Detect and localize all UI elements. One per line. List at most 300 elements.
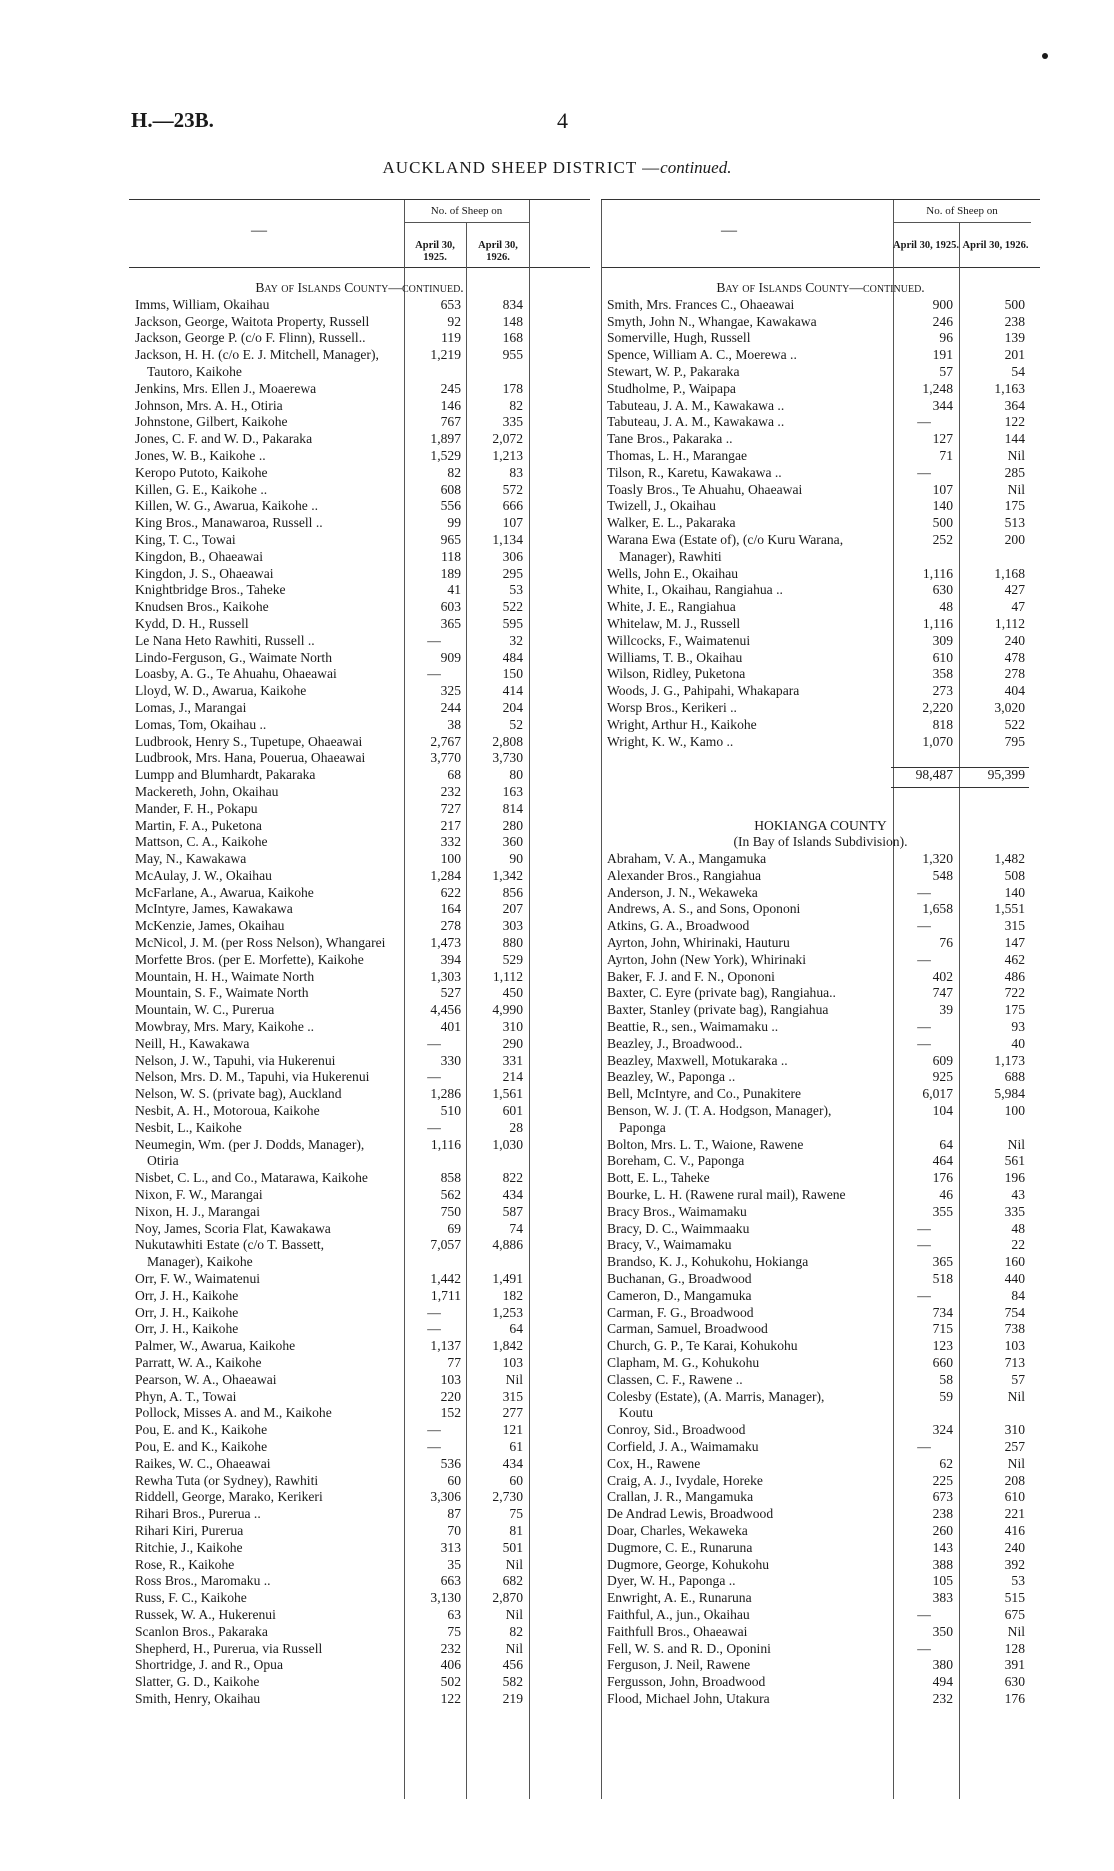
table-row xyxy=(601,1540,1040,1557)
count-1926: 572 xyxy=(502,481,523,497)
count-1925: 380 xyxy=(932,1657,953,1673)
owner-name: Clapham, M. G., Kohukohu xyxy=(607,1355,760,1370)
count-1925: 3,130 xyxy=(430,1590,461,1606)
owner-name: Lumpp and Blumhardt, Pakaraka xyxy=(135,767,316,783)
count-1926: 310 xyxy=(1004,1422,1025,1438)
count-1926: 290 xyxy=(502,1035,523,1051)
owner-name: Orr, J. H., Kaikohe xyxy=(135,1321,239,1337)
count-1926: Nil xyxy=(505,1640,523,1656)
table-row xyxy=(601,717,1040,734)
count-1925: 87 xyxy=(447,1506,461,1522)
count-1926: 522 xyxy=(1004,716,1025,732)
table-row xyxy=(129,1557,590,1574)
count-1925: 76 xyxy=(939,935,953,951)
count-1925: 1,137 xyxy=(430,1338,461,1354)
table-row xyxy=(129,431,590,448)
table-row xyxy=(601,616,1040,633)
table-row xyxy=(601,582,1040,599)
count-1926: 416 xyxy=(1004,1522,1025,1538)
count-1926: 221 xyxy=(1004,1506,1025,1522)
count-1925: 64 xyxy=(939,1136,953,1152)
count-1926: 1,342 xyxy=(492,867,523,883)
count-1926: 240 xyxy=(1004,632,1025,648)
table-row-cont xyxy=(601,1405,1040,1422)
count-1926: 2,870 xyxy=(492,1590,523,1606)
count-1925: 103 xyxy=(440,1371,461,1387)
table-row xyxy=(129,851,590,868)
col-1926-header-right: April 30, 1926. xyxy=(962,240,1029,251)
table-row-center xyxy=(601,818,1040,835)
count-1926: 175 xyxy=(1004,498,1025,514)
count-1925: 818 xyxy=(932,716,953,732)
owner-name: King, T. C., Towai xyxy=(135,531,236,547)
table-row xyxy=(601,985,1040,1002)
table-row-blank xyxy=(601,801,1040,818)
table-row xyxy=(129,935,590,952)
owner-name: Lindo-Ferguson, G., Waimate North xyxy=(135,649,332,665)
count-1926: 392 xyxy=(1004,1556,1025,1572)
owner-name: Loasby, A. G., Te Ahuahu, Ohaeawai xyxy=(135,666,337,682)
count-1925: — xyxy=(917,464,931,480)
owner-name: Mackereth, John, Okaihau xyxy=(135,783,279,799)
count-1926: 207 xyxy=(502,901,523,917)
count-1925: 858 xyxy=(440,1170,461,1186)
count-1925: 38 xyxy=(447,716,461,732)
owner-name: Faithfull Bros., Ohaeawai xyxy=(607,1623,748,1639)
count-1926: 103 xyxy=(1004,1338,1025,1354)
table-row xyxy=(129,683,590,700)
count-1926: 310 xyxy=(502,1019,523,1035)
count-1925: 68 xyxy=(447,767,461,783)
count-1926: 64 xyxy=(509,1321,523,1337)
owner-name: Colesby (Estate), (A. Marris, Manager), xyxy=(607,1388,825,1404)
table-row xyxy=(129,566,590,583)
count-1925: 1,473 xyxy=(430,935,461,951)
owner-name: Ludbrook, Mrs. Hana, Pouerua, Ohaeawai xyxy=(135,750,366,766)
table-row-cont xyxy=(129,1153,590,1170)
name-continuation: Manager), Rawhiti xyxy=(619,548,722,564)
count-1925: 536 xyxy=(440,1455,461,1471)
count-1925: 191 xyxy=(932,347,953,363)
count-1925: 143 xyxy=(932,1539,953,1555)
table-row xyxy=(129,1221,590,1238)
table-row xyxy=(129,1439,590,1456)
count-1925: — xyxy=(917,1035,931,1051)
table-row xyxy=(129,515,590,532)
count-1926: 434 xyxy=(502,1455,523,1471)
count-1925: 747 xyxy=(932,985,953,1001)
count-1925: — xyxy=(917,414,931,430)
owner-name: Nukutawhiti Estate (c/o T. Bassett, xyxy=(135,1237,325,1253)
table-row xyxy=(129,1305,590,1322)
owner-name: Jenkins, Mrs. Ellen J., Moaerewa xyxy=(135,380,317,396)
count-1925: 58 xyxy=(939,1371,953,1387)
count-1926: 219 xyxy=(502,1690,523,1706)
table-row xyxy=(129,549,590,566)
table-row xyxy=(129,1422,590,1439)
table-row xyxy=(129,616,590,633)
count-1925: 358 xyxy=(932,666,953,682)
count-1926: 60 xyxy=(509,1472,523,1488)
count-1925: 1,529 xyxy=(430,447,461,463)
count-1925: 69 xyxy=(447,1220,461,1236)
table-row xyxy=(601,364,1040,381)
count-1926: 434 xyxy=(502,1187,523,1203)
table-row xyxy=(601,1590,1040,1607)
table-row xyxy=(601,566,1040,583)
table-row xyxy=(129,1086,590,1103)
count-1926: 82 xyxy=(509,1623,523,1639)
count-1926: 1,551 xyxy=(994,901,1025,917)
section-heading: HOKIANGA COUNTY xyxy=(754,817,887,833)
owner-name: Spence, William A. C., Moerewa .. xyxy=(607,347,797,363)
count-1926: 880 xyxy=(502,935,523,951)
count-1925: 35 xyxy=(447,1556,461,1572)
table-row xyxy=(129,985,590,1002)
table-row xyxy=(601,901,1040,918)
table-row xyxy=(601,448,1040,465)
count-1925: 622 xyxy=(440,884,461,900)
left-table xyxy=(129,199,590,1799)
col-1926-header: April 30, 1926. xyxy=(478,240,518,263)
count-1926: 513 xyxy=(1004,515,1025,531)
table-row xyxy=(129,347,590,364)
count-1926: 795 xyxy=(1004,733,1025,749)
count-1926: 3,730 xyxy=(492,750,523,766)
count-1926: 856 xyxy=(502,884,523,900)
count-1925: 494 xyxy=(932,1674,953,1690)
count-1925: 4,456 xyxy=(430,1002,461,1018)
owner-name: Ayrton, John, Whirinaki, Hauturu xyxy=(607,935,790,951)
owner-name: Twizell, J., Okaihau xyxy=(607,498,716,514)
count-1926: 208 xyxy=(1004,1472,1025,1488)
owner-name: Jones, C. F. and W. D., Pakaraka xyxy=(135,431,313,447)
count-1926: 201 xyxy=(1004,347,1025,363)
count-1925: 734 xyxy=(932,1304,953,1320)
count-1925: 394 xyxy=(440,951,461,967)
table-row xyxy=(601,1153,1040,1170)
count-1925: 238 xyxy=(932,1506,953,1522)
owner-name: Johnson, Mrs. A. H., Otiria xyxy=(135,397,283,413)
count-1925: 104 xyxy=(932,1103,953,1119)
count-1926: 285 xyxy=(1004,464,1025,480)
count-1926: 738 xyxy=(1004,1321,1025,1337)
count-1926: 74 xyxy=(509,1220,523,1236)
table-row xyxy=(601,969,1040,986)
owner-name: Riddell, George, Marako, Kerikeri xyxy=(135,1489,323,1505)
owner-name: Nelson, J. W., Tapuhi, via Hukerenui xyxy=(135,1052,336,1068)
table-row xyxy=(129,1389,590,1406)
table-row xyxy=(601,1338,1040,1355)
table-row xyxy=(601,666,1040,683)
table-row xyxy=(601,734,1040,751)
count-1925: 260 xyxy=(932,1522,953,1538)
count-1926: 834 xyxy=(502,296,523,312)
section-heading: Bay of Islands County—continued. xyxy=(716,280,925,295)
count-1925: 176 xyxy=(932,1170,953,1186)
count-1926: 80 xyxy=(509,767,523,783)
table-row xyxy=(601,1573,1040,1590)
count-1926: 47 xyxy=(1011,599,1025,615)
owner-name: Wright, Arthur H., Kaikohe xyxy=(607,716,757,732)
count-1925: 383 xyxy=(932,1590,953,1606)
count-1926: Nil xyxy=(1007,481,1025,497)
count-1925: — xyxy=(427,1304,441,1320)
table-row xyxy=(601,1254,1040,1271)
count-1925: — xyxy=(917,884,931,900)
count-1925: 727 xyxy=(440,800,461,816)
owner-name: White, I., Okaihau, Rangiahua .. xyxy=(607,582,783,598)
owner-name: Mountain, H. H., Waimate North xyxy=(135,968,315,984)
owner-name: Killen, G. E., Kaikohe .. xyxy=(135,481,268,497)
count-1926: 630 xyxy=(1004,1674,1025,1690)
count-1926: 75 xyxy=(509,1506,523,1522)
count-1926: 176 xyxy=(1004,1690,1025,1706)
table-row-cont xyxy=(129,1254,590,1271)
table-row xyxy=(601,918,1040,935)
count-1926: 1,112 xyxy=(492,968,523,984)
table-row xyxy=(129,1170,590,1187)
owner-name: Anderson, J. N., Wekaweka xyxy=(607,884,758,900)
page-number: 4 xyxy=(557,108,568,133)
title-text: AUCKLAND SHEEP DISTRICT xyxy=(382,158,637,177)
owner-name: Palmer, W., Awarua, Kaikohe xyxy=(135,1338,296,1354)
count-1925: 909 xyxy=(440,649,461,665)
count-1925: 309 xyxy=(932,632,953,648)
owner-name: Kingdon, B., Ohaeawai xyxy=(135,548,263,564)
owner-name: Orr, F. W., Waimatenui xyxy=(135,1271,261,1287)
count-1925: 325 xyxy=(440,683,461,699)
table-row xyxy=(129,868,590,885)
count-1925: 189 xyxy=(440,565,461,581)
count-1925: 750 xyxy=(440,1203,461,1219)
count-1925: 59 xyxy=(939,1388,953,1404)
owner-name: Atkins, G. A., Broadwood xyxy=(607,918,750,934)
table-row xyxy=(129,532,590,549)
count-1926: 196 xyxy=(1004,1170,1025,1186)
count-1926: 391 xyxy=(1004,1657,1025,1673)
owner-name: McAulay, J. W., Okaihau xyxy=(135,867,272,883)
table-row xyxy=(129,666,590,683)
owner-name: Whitelaw, M. J., Russell xyxy=(607,615,741,631)
owner-name: Nelson, Mrs. D. M., Tapuhi, via Hukerenui xyxy=(135,1069,370,1085)
table-row xyxy=(129,1473,590,1490)
count-1925: 603 xyxy=(440,599,461,615)
table-row xyxy=(129,1053,590,1070)
count-1925: 1,070 xyxy=(922,733,953,749)
owner-name: Jones, W. B., Kaikohe .. xyxy=(135,447,266,463)
count-1926: 4,990 xyxy=(492,1002,523,1018)
table-row xyxy=(601,1557,1040,1574)
owner-name: Ross Bros., Maromaku .. xyxy=(135,1573,271,1589)
owner-name: Enwright, A. E., Runaruna xyxy=(607,1590,752,1606)
count-1926: 501 xyxy=(502,1539,523,1555)
table-row xyxy=(129,818,590,835)
owner-name: Buchanan, G., Broadwood xyxy=(607,1271,752,1287)
table-row-blank xyxy=(601,784,1040,801)
owner-name: Pollock, Misses A. and M., Kaikohe xyxy=(135,1405,332,1421)
owner-name: Smith, Henry, Okaihau xyxy=(135,1690,261,1706)
owner-name: McIntyre, James, Kawakawa xyxy=(135,901,293,917)
count-1925: 123 xyxy=(932,1338,953,1354)
count-1925: 70 xyxy=(447,1522,461,1538)
owner-name: Beazley, W., Paponga .. xyxy=(607,1069,736,1085)
count-1926: 84 xyxy=(1011,1287,1025,1303)
count-1925: — xyxy=(917,918,931,934)
count-1925: 3,306 xyxy=(430,1489,461,1505)
count-1925: 1,320 xyxy=(922,851,953,867)
right-table xyxy=(601,199,1040,1799)
owner-name: King Bros., Manawaroa, Russell .. xyxy=(135,515,323,531)
section-heading: Bay of Islands County—continued. xyxy=(255,280,464,295)
table-row xyxy=(601,868,1040,885)
count-1926: 280 xyxy=(502,817,523,833)
col-1925-header: April 30, 1925. xyxy=(415,240,455,263)
count-1925: 48 xyxy=(939,599,953,615)
count-1925: 217 xyxy=(440,817,461,833)
count-1926: 713 xyxy=(1004,1355,1025,1370)
count-1926: 82 xyxy=(509,397,523,413)
table-row xyxy=(601,1170,1040,1187)
count-1926: 331 xyxy=(502,1052,523,1068)
owner-name: Worsp Bros., Kerikeri .. xyxy=(607,699,737,715)
count-1925: 62 xyxy=(939,1455,953,1471)
count-1926: 522 xyxy=(502,599,523,615)
table-row xyxy=(129,1036,590,1053)
page-reference: H.—23B. xyxy=(131,108,214,132)
owner-name: Ferguson, J. Neil, Rawene xyxy=(607,1657,751,1673)
count-1925: 232 xyxy=(440,1640,461,1656)
count-1926: Nil xyxy=(1007,447,1025,463)
count-1926: 128 xyxy=(1004,1640,1025,1656)
count-1926: 315 xyxy=(1004,918,1025,934)
count-1925: — xyxy=(917,1287,931,1303)
count-1926: 140 xyxy=(1004,884,1025,900)
count-1925: 527 xyxy=(440,985,461,1001)
table-row xyxy=(601,1069,1040,1086)
count-1926: 178 xyxy=(502,380,523,396)
table-row xyxy=(129,700,590,717)
table-row xyxy=(129,1019,590,1036)
count-1925: 127 xyxy=(932,431,953,447)
col-1925-header-right: April 30, 1925. xyxy=(893,240,959,251)
count-1925: 3,770 xyxy=(430,750,461,766)
table-row xyxy=(129,834,590,851)
owner-name: Imms, William, Okaihau xyxy=(135,296,270,312)
table-row xyxy=(601,952,1040,969)
count-1926: 427 xyxy=(1004,582,1025,598)
owner-name: Fergusson, John, Broadwood xyxy=(607,1674,766,1690)
count-1926: 95,399 xyxy=(987,767,1025,783)
owner-name: Nelson, W. S. (private bag), Auckland xyxy=(135,1086,342,1102)
name-continuation: Manager), Kaikohe xyxy=(147,1254,253,1270)
owner-name: McNicol, J. M. (per Ross Nelson), Whangarei xyxy=(135,935,386,951)
count-1925: 1,219 xyxy=(430,347,461,363)
count-1926: 5,984 xyxy=(994,1086,1025,1102)
count-1926: 754 xyxy=(1004,1304,1025,1320)
table-row xyxy=(601,1019,1040,1036)
count-1926: 955 xyxy=(502,347,523,363)
count-1925: — xyxy=(917,1237,931,1253)
table-row xyxy=(129,297,590,314)
table-row xyxy=(601,1657,1040,1674)
count-1926: 1,173 xyxy=(994,1052,1025,1068)
owner-name: Studholme, P., Waipapa xyxy=(607,380,736,396)
count-1925: 965 xyxy=(440,531,461,547)
count-1926: 278 xyxy=(1004,666,1025,682)
owner-name: Abraham, V. A., Mangamuka xyxy=(607,851,767,867)
table-row xyxy=(601,1674,1040,1691)
count-1925: 57 xyxy=(939,363,953,379)
table-row xyxy=(129,1590,590,1607)
count-1926: 1,253 xyxy=(492,1304,523,1320)
table-row xyxy=(129,801,590,818)
count-1926: 48 xyxy=(1011,1220,1025,1236)
owner-name: Baxter, Stanley (private bag), Rangiahua xyxy=(607,1002,829,1018)
count-1926: 500 xyxy=(1004,296,1025,312)
count-1925: 330 xyxy=(440,1052,461,1068)
count-1926: 182 xyxy=(502,1287,523,1303)
count-1926: 595 xyxy=(502,615,523,631)
count-1925: 41 xyxy=(447,582,461,598)
count-1926: 4,886 xyxy=(492,1237,523,1253)
owner-name: Nisbet, C. L., and Co., Matarawa, Kaikohe xyxy=(135,1170,368,1186)
count-1926: 814 xyxy=(502,800,523,816)
table-row xyxy=(601,1002,1040,1019)
owner-name: Rose, R., Kaikohe xyxy=(135,1556,235,1572)
count-1925: 610 xyxy=(932,649,953,665)
count-1926: 22 xyxy=(1011,1237,1025,1253)
owner-name: Shepherd, H., Purerua, via Russell xyxy=(135,1640,323,1656)
table-row xyxy=(129,314,590,331)
owner-name: Doar, Charles, Wekaweka xyxy=(607,1522,748,1538)
count-1926: 238 xyxy=(1004,313,1025,329)
left-table-header xyxy=(129,199,590,268)
owner-name: Lomas, Tom, Okaihau .. xyxy=(135,716,267,732)
count-1925: 900 xyxy=(932,296,953,312)
count-1925: — xyxy=(917,1606,931,1622)
owner-name: Lomas, J., Marangai xyxy=(135,699,247,715)
count-1926: 121 xyxy=(502,1422,523,1438)
owner-name: Beattie, R., sen., Waimamaku .. xyxy=(607,1019,779,1035)
name-continuation: Koutu xyxy=(619,1405,653,1421)
owner-name: Kydd, D. H., Russell xyxy=(135,615,249,631)
owner-name: Bolton, Mrs. L. T., Waione, Rawene xyxy=(607,1136,804,1152)
count-1926: 515 xyxy=(1004,1590,1025,1606)
count-1925: 344 xyxy=(932,397,953,413)
table-row xyxy=(129,1355,590,1372)
table-row xyxy=(601,1288,1040,1305)
count-1925: 609 xyxy=(932,1052,953,1068)
count-1926: 722 xyxy=(1004,985,1025,1001)
table-row xyxy=(129,767,590,784)
table-row xyxy=(129,918,590,935)
count-1926: 440 xyxy=(1004,1271,1025,1287)
table-row xyxy=(129,1288,590,1305)
owner-name: Warana Ewa (Estate of), (c/o Kuru Warana, xyxy=(607,531,844,547)
count-1926: 144 xyxy=(1004,431,1025,447)
owner-name: Walker, E. L., Pakaraka xyxy=(607,515,736,531)
count-1926: 587 xyxy=(502,1203,523,1219)
table-row xyxy=(129,448,590,465)
table-row xyxy=(601,414,1040,431)
count-1925: — xyxy=(917,1220,931,1236)
count-1925: 92 xyxy=(447,313,461,329)
table-row xyxy=(601,1187,1040,1204)
count-1925: 140 xyxy=(932,498,953,514)
count-1925: 630 xyxy=(932,582,953,598)
name-continuation: Tautoro, Kaikohe xyxy=(147,363,242,379)
